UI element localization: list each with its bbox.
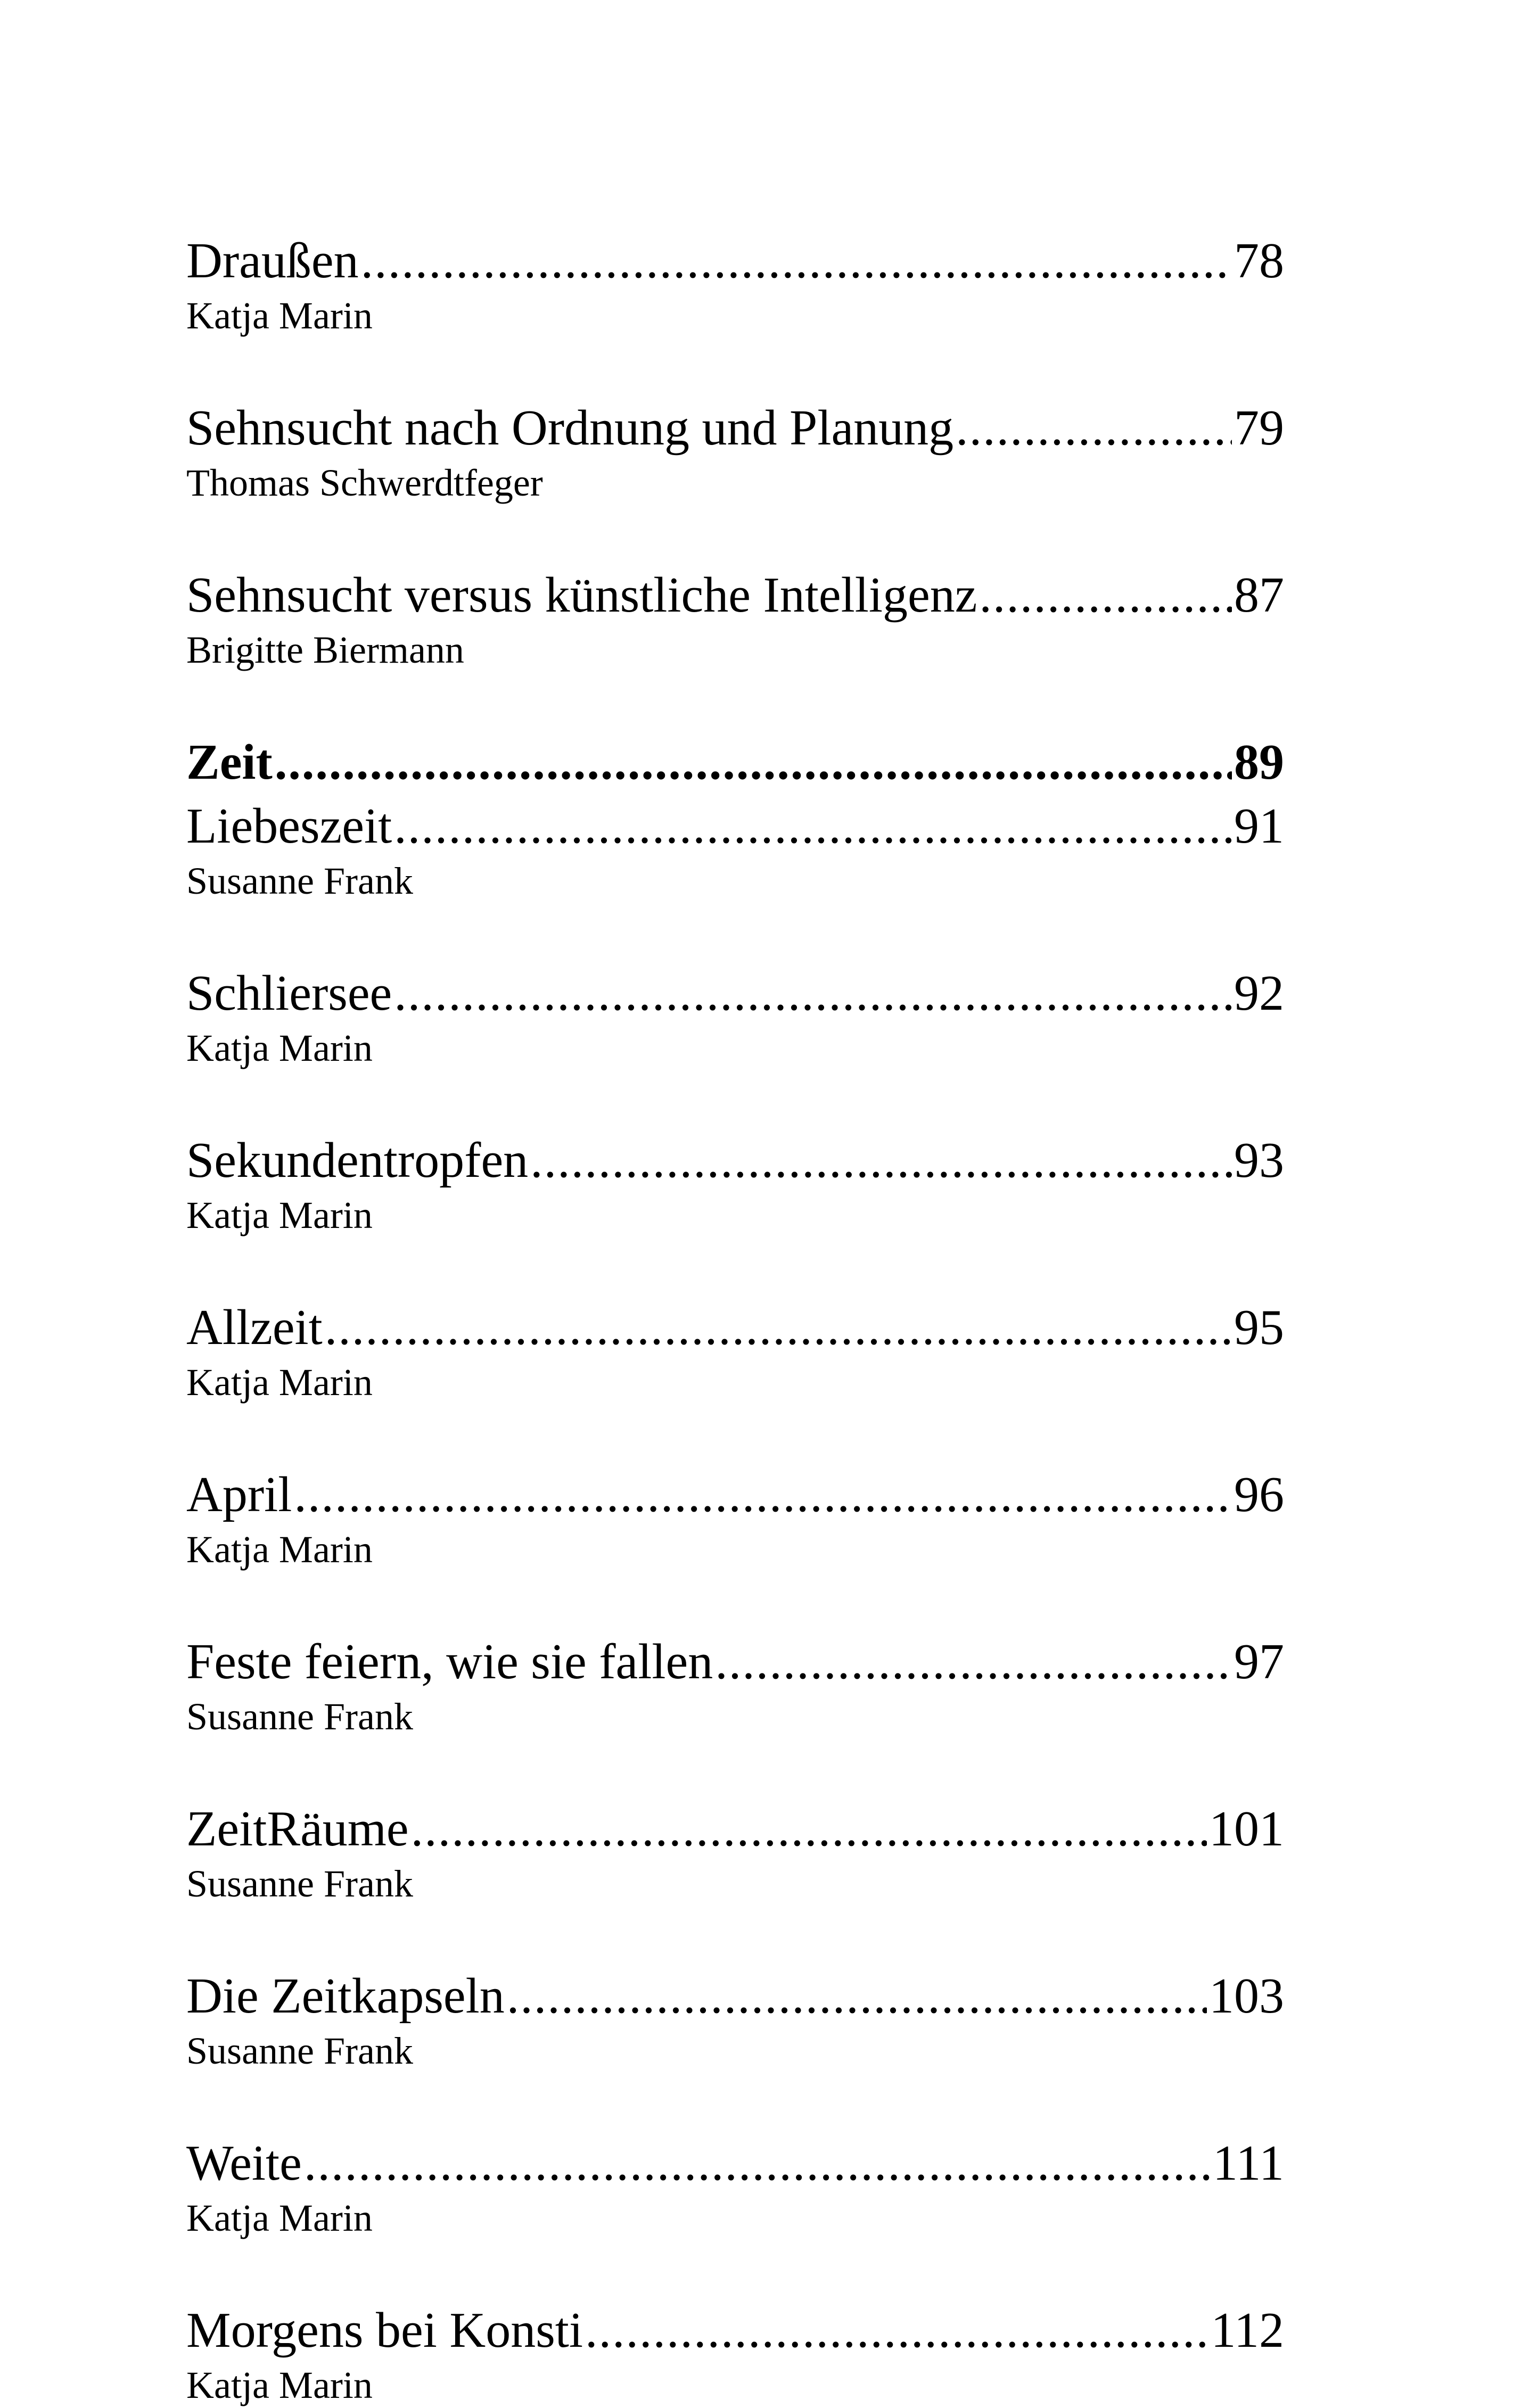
toc-entry-title: Allzeit [186, 1300, 323, 1355]
dot-leader [585, 2298, 1208, 2362]
dot-leader [294, 1463, 1232, 1527]
toc-entry-title: Die Zeitkapseln [186, 1968, 505, 2024]
toc-entry-author: Katja Marin [186, 294, 373, 337]
toc-entry-page: 95 [1234, 1300, 1284, 1355]
dot-leader [325, 1296, 1232, 1359]
toc-entry-author: Susanne Frank [186, 2030, 413, 2072]
toc-entry-line [186, 2131, 1284, 2195]
toc-entry-line [186, 1128, 1284, 1192]
toc-entry [186, 1463, 1284, 1572]
toc-entry [186, 229, 1284, 339]
toc-entry-author: Susanne Frank [186, 860, 413, 902]
toc-entry [186, 1128, 1284, 1238]
toc-entry-author: Katja Marin [186, 1361, 373, 1404]
toc-entry-line [186, 1964, 1284, 2028]
toc-entry-page: 111 [1212, 2135, 1284, 2191]
toc-entry-title: Feste feiern, wie sie fallen [186, 1634, 713, 1689]
toc-entry-title: Sekundentropfen [186, 1133, 529, 1188]
toc-entry-author: Katja Marin [186, 1528, 373, 1571]
toc-entry-page: 78 [1234, 233, 1284, 288]
toc-section-page: 89 [1234, 735, 1284, 790]
toc-entry [186, 2131, 1284, 2241]
toc-entry-author: Katja Marin [186, 2364, 373, 2406]
toc-entry-page: 91 [1234, 798, 1284, 854]
dot-leader [507, 1964, 1207, 2028]
dot-leader [394, 961, 1232, 1025]
toc-section-title: Zeit [186, 735, 273, 790]
toc-entry-page: 101 [1209, 1801, 1284, 1857]
toc-entry [186, 1797, 1284, 1907]
toc-entry [186, 794, 1284, 904]
toc-entry-line [186, 2298, 1284, 2362]
toc-entry-author: Katja Marin [186, 2197, 373, 2239]
toc-entry-title: Morgens bei Konsti [186, 2303, 583, 2358]
dot-leader [394, 794, 1232, 858]
toc-entry [186, 396, 1284, 506]
toc-entry-author: Brigitte Biermann [186, 629, 464, 671]
toc-entry-title: Liebeszeit [186, 798, 392, 854]
toc-entry-author: Thomas Schwerdtfeger [186, 461, 543, 504]
dot-leader [530, 1128, 1232, 1192]
toc-entry-line [186, 794, 1284, 858]
toc-entry [186, 1964, 1284, 2074]
toc-entry-line [186, 1296, 1284, 1359]
toc-entry-page: 97 [1234, 1634, 1284, 1689]
toc-entry-author: Susanne Frank [186, 1862, 413, 1905]
dot-leader [715, 1630, 1232, 1694]
toc-entry-line [186, 1630, 1284, 1694]
dot-leader [304, 2131, 1211, 2195]
toc-entry-title: Draußen [186, 233, 359, 288]
toc-entry-page: 93 [1234, 1133, 1284, 1188]
toc-entry-author: Katja Marin [186, 1027, 373, 1069]
toc-entry-page: 103 [1209, 1968, 1284, 2024]
dot-leader [979, 563, 1232, 627]
toc-entry-title: Sehnsucht versus künstliche Intelligenz [186, 567, 977, 623]
dot-leader [361, 229, 1232, 293]
toc-entry-title: ZeitRäume [186, 1801, 409, 1857]
toc-section-line [186, 730, 1284, 794]
toc-entry [186, 961, 1284, 1071]
toc-entry-title: Sehnsucht nach Ordnung und Planung [186, 400, 954, 456]
dot-leader [956, 396, 1232, 460]
toc-entry [186, 1296, 1284, 1405]
toc-entry-line [186, 1463, 1284, 1527]
toc-entry-line [186, 1797, 1284, 1861]
toc-entry [186, 2298, 1284, 2408]
toc-entry-page: 79 [1234, 400, 1284, 456]
dot-leader [411, 1797, 1207, 1861]
toc-section-heading [186, 730, 1284, 794]
toc-entry-title: April [186, 1467, 292, 1522]
toc-entry-line [186, 396, 1284, 460]
toc-entry-line [186, 961, 1284, 1025]
toc-entry-line [186, 229, 1284, 293]
toc-entry [186, 563, 1284, 673]
toc-entry-author: Susanne Frank [186, 1695, 413, 1738]
dot-leader [275, 730, 1232, 794]
toc-entry-title: Weite [186, 2135, 302, 2191]
toc-entry-page: 96 [1234, 1467, 1284, 1522]
toc-entry-author: Katja Marin [186, 1194, 373, 1236]
toc-entry-line [186, 563, 1284, 627]
toc-entry [186, 1630, 1284, 1739]
toc-entry-page: 112 [1211, 2303, 1284, 2358]
toc-entry-title: Schliersee [186, 966, 392, 1021]
toc-entry-page: 92 [1234, 966, 1284, 1021]
table-of-contents [186, 229, 1284, 2408]
toc-entry-page: 87 [1234, 567, 1284, 623]
